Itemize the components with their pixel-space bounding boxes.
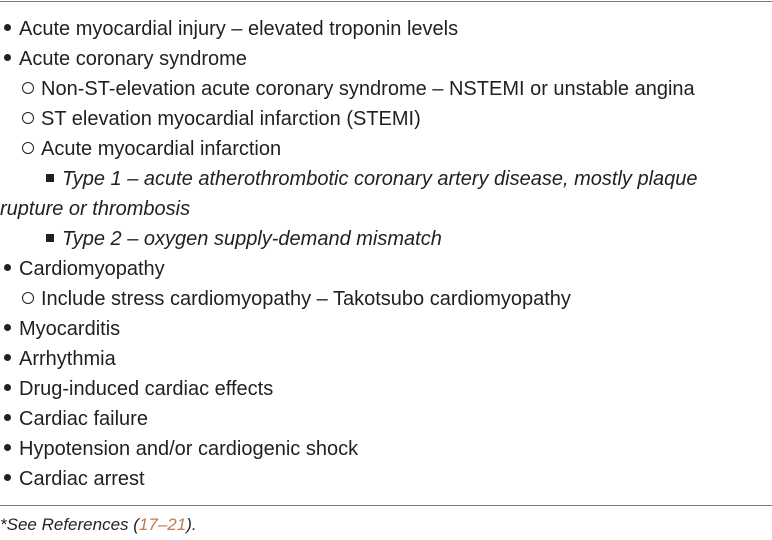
list-item <box>0 344 772 374</box>
list-item <box>0 434 772 464</box>
item-text: Acute myocardial infarction <box>41 138 282 160</box>
item-text: Cardiac failure <box>19 408 148 430</box>
list-item <box>0 464 772 494</box>
bottom-rule <box>0 505 772 506</box>
square-bullet-icon <box>46 174 54 182</box>
list-item <box>0 134 772 164</box>
item-text: Acute coronary syndrome <box>19 48 247 70</box>
list-item <box>0 224 772 254</box>
top-rule <box>0 1 772 2</box>
bullet-icon <box>4 324 11 331</box>
bullet-icon <box>4 414 11 421</box>
item-text: Non-ST-elevation acute coronary syndrome – NSTEMI or unstable angina <box>41 78 695 100</box>
bullet-icon <box>4 444 11 451</box>
circle-bullet-icon <box>22 112 34 124</box>
circle-bullet-icon <box>22 142 34 154</box>
circle-bullet-icon <box>22 292 34 304</box>
bullet-icon <box>4 264 11 271</box>
reference-link[interactable]: 17–21 <box>138 515 187 534</box>
footnote-suffix: ). <box>186 515 197 534</box>
list-item <box>0 44 772 74</box>
list-item <box>0 314 772 344</box>
list-item <box>0 104 772 134</box>
item-text: Type 1 – acute atherothrombotic coronary artery disease, mostly plaque <box>62 168 698 190</box>
list-item <box>0 404 772 434</box>
item-text: Acute myocardial injury – elevated troponin levels <box>19 18 459 40</box>
list-item <box>0 374 772 404</box>
list-item <box>0 14 772 44</box>
bullet-icon <box>4 384 11 391</box>
square-bullet-icon <box>46 234 54 242</box>
item-text: Type 2 – oxygen supply-demand mismatch <box>62 228 442 250</box>
item-text: ST elevation myocardial infarction (STEMI) <box>41 108 421 130</box>
item-text: rupture or thrombosis <box>0 198 191 220</box>
item-text: Drug-induced cardiac effects <box>19 378 274 400</box>
item-text: Include stress cardiomyopathy – Takotsubo cardiomyopathy <box>41 288 571 310</box>
circle-bullet-icon <box>22 82 34 94</box>
bullet-icon <box>4 474 11 481</box>
list-item <box>0 74 772 104</box>
list-item <box>0 254 772 284</box>
item-text: Cardiomyopathy <box>19 258 165 280</box>
condition-list <box>0 14 772 494</box>
bullet-icon <box>4 54 11 61</box>
item-text: Myocarditis <box>19 318 121 340</box>
item-text: Cardiac arrest <box>19 468 145 490</box>
footnote-prefix: *See References ( <box>0 515 139 534</box>
item-text: Hypotension and/or cardiogenic shock <box>19 438 359 460</box>
list-item <box>0 284 772 314</box>
list-item <box>0 164 772 194</box>
footnote <box>0 512 197 538</box>
list-item-continuation <box>0 194 772 224</box>
bullet-icon <box>4 24 11 31</box>
item-text: Arrhythmia <box>19 348 116 370</box>
bullet-icon <box>4 354 11 361</box>
